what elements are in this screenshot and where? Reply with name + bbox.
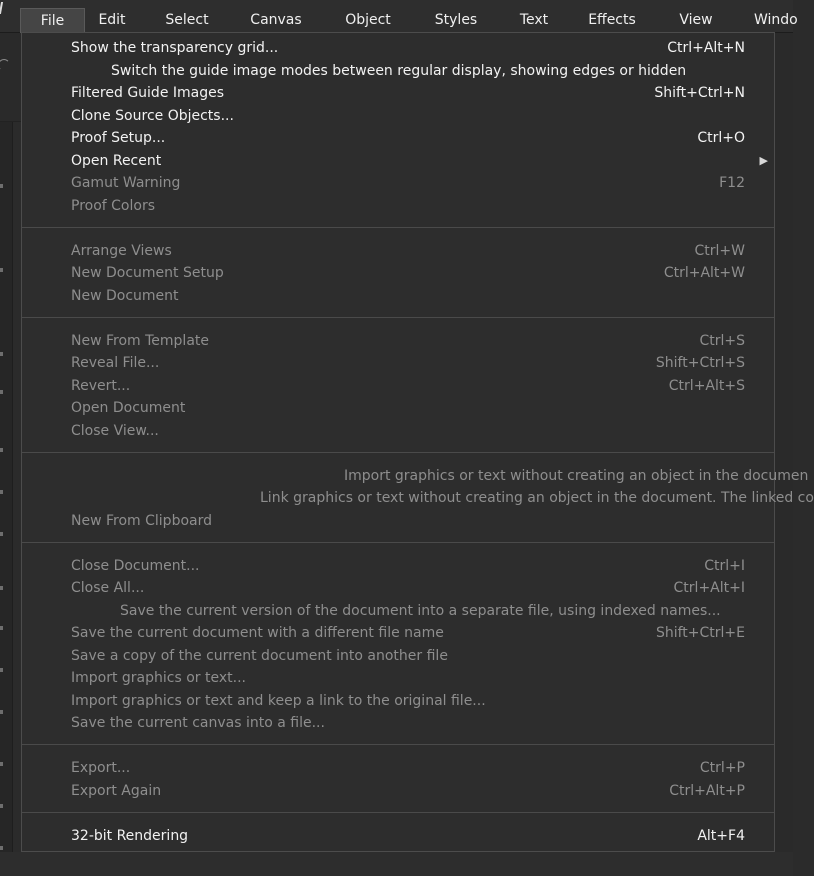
file-menu-item[interactable] (22, 690, 774, 712)
menu-item-label: Reveal File... (71, 355, 160, 371)
menu-item-label: Link graphics or text without creating an object in the document. The linked co (260, 490, 814, 506)
tool-marker (0, 762, 3, 766)
menu-item-shortcut: Ctrl+Alt+P (669, 783, 745, 799)
file-menu-item[interactable] (22, 195, 774, 217)
tool-marker (0, 586, 3, 590)
menu-item-shortcut: Ctrl+Alt+N (667, 40, 745, 56)
menu-item-shortcut: Shift+Ctrl+N (654, 85, 745, 101)
menu-item-label: Close View... (71, 423, 159, 439)
curve-tool-icon (0, 59, 10, 71)
menu-item-shortcut: Ctrl+Alt+S (668, 378, 745, 394)
menu-item-shortcut: F12 (719, 175, 745, 191)
tool-marker (0, 846, 3, 850)
menu-separator (22, 542, 774, 543)
menu-item-shortcut: Ctrl+O (697, 130, 745, 146)
file-menu-item[interactable] (22, 757, 774, 779)
menu-object[interactable]: Object (345, 12, 391, 28)
menu-item-label: New From Clipboard (71, 513, 212, 529)
menu-separator (22, 227, 774, 228)
file-menu-item[interactable] (22, 150, 774, 172)
menu-item-label: New Document (71, 288, 179, 304)
menubar-edge-mark (0, 2, 3, 14)
file-menu-item[interactable] (22, 780, 774, 802)
tool-marker (0, 710, 3, 714)
file-menu-item[interactable] (22, 487, 814, 509)
menu-item-label: Switch the guide image modes between regular display, showing edges or hidden (111, 63, 687, 79)
menu-item-label: Export Again (71, 783, 162, 799)
menu-item-label: Gamut Warning (71, 175, 181, 191)
left-toolbox-strip (0, 122, 13, 876)
menu-item-label: 32-bit Rendering (71, 828, 189, 844)
menu-item-label: New From Template (71, 333, 210, 349)
menu-styles[interactable]: Styles (434, 12, 478, 28)
menu-item-label: Save a copy of the current document into another file (71, 648, 448, 664)
menu-item-label: Proof Setup... (71, 130, 166, 146)
menu-view[interactable]: View (679, 12, 713, 28)
file-menu-item[interactable] (22, 105, 774, 127)
file-menu-dropdown (21, 32, 814, 852)
file-menu-item[interactable] (22, 825, 774, 847)
menu-item-shortcut: Ctrl+S (699, 333, 745, 349)
menu-item-label: Import graphics or text... (71, 670, 246, 686)
menu-item-label: Filtered Guide Images (71, 85, 225, 101)
menu-select[interactable]: Select (165, 12, 209, 28)
menu-item-label: Import graphics or text and keep a link to the original file... (71, 693, 486, 709)
menu-separator (22, 452, 774, 453)
menu-item-label: Close Document... (71, 558, 200, 574)
menu-item-shortcut: Shift+Ctrl+E (655, 625, 745, 641)
menu-item-shortcut: Shift+Ctrl+S (655, 355, 745, 371)
menu-separator (22, 317, 774, 318)
menu-text[interactable]: Text (519, 12, 549, 28)
file-menu-item[interactable] (22, 127, 774, 149)
right-panel-background (775, 33, 793, 853)
menu-effects[interactable]: Effects (588, 12, 636, 28)
menu-item-label: Revert... (71, 378, 131, 394)
file-menu-item[interactable] (22, 172, 774, 194)
file-menu-item[interactable] (22, 375, 774, 397)
menu-file[interactable]: File (20, 8, 85, 33)
status-bar-background (0, 852, 793, 876)
menu-window[interactable]: Windo (754, 12, 798, 28)
file-menu-item[interactable] (22, 37, 774, 59)
menubar (0, 0, 798, 33)
tool-marker (0, 184, 3, 188)
file-menu-item[interactable] (22, 352, 774, 374)
file-menu-item[interactable] (22, 600, 774, 622)
file-menu-item[interactable] (22, 555, 774, 577)
menu-item-label: Close All... (71, 580, 145, 596)
tool-marker (0, 532, 3, 536)
menu-item-label: Clone Source Objects... (71, 108, 234, 124)
tool-marker (0, 448, 3, 452)
file-menu-item[interactable] (22, 60, 774, 82)
file-menu-item[interactable] (22, 420, 774, 442)
menu-item-label: Open Recent (71, 153, 162, 169)
menu-item-label: Show the transparency grid... (71, 40, 279, 56)
file-menu-item[interactable] (22, 465, 809, 487)
file-menu-item[interactable] (22, 285, 774, 307)
tool-marker (0, 352, 3, 356)
tool-marker (0, 268, 3, 272)
tool-marker (0, 804, 3, 808)
tool-marker (0, 626, 3, 630)
triangle-right-icon: ▶ (759, 154, 768, 167)
tool-marker (0, 390, 3, 394)
menu-item-label: Import graphics or text without creating an object in the documen (344, 468, 809, 484)
menu-item-label: Save the current canvas into a file... (71, 715, 325, 731)
menu-item-shortcut: Ctrl+P (699, 760, 745, 776)
file-menu-item[interactable] (22, 645, 774, 667)
menu-item-label: Export... (71, 760, 131, 776)
tool-marker (0, 490, 3, 494)
file-menu-item[interactable] (22, 577, 774, 599)
file-menu-item[interactable] (22, 622, 774, 644)
menu-item-label: New Document Setup (71, 265, 224, 281)
menu-item-label: Save the current document with a different file name (71, 625, 444, 641)
menu-item-label: Proof Colors (71, 198, 155, 214)
file-menu-item[interactable] (22, 667, 774, 689)
file-menu-item[interactable] (22, 82, 774, 104)
menu-separator (22, 744, 774, 745)
menu-item-label: Save the current version of the document into a separate file, using indexed names... (120, 603, 721, 619)
menu-item-label: Open Document (71, 400, 186, 416)
menu-canvas[interactable]: Canvas (250, 12, 302, 28)
file-menu-item[interactable] (22, 712, 774, 734)
menu-item-shortcut: Ctrl+Alt+W (663, 265, 745, 281)
file-menu-item[interactable] (22, 240, 774, 262)
menu-edit[interactable]: Edit (98, 12, 126, 28)
tool-marker (0, 668, 3, 672)
menu-item-label: Arrange Views (71, 243, 172, 259)
file-menu-item[interactable] (22, 262, 774, 284)
menu-item-shortcut: Ctrl+I (704, 558, 745, 574)
menu-item-shortcut: Alt+F4 (697, 828, 745, 844)
menu-item-shortcut: Ctrl+Alt+I (673, 580, 745, 596)
menu-item-shortcut: Ctrl+W (694, 243, 745, 259)
file-menu-item[interactable] (22, 330, 774, 352)
menu-separator (22, 812, 774, 813)
file-menu-item[interactable] (22, 397, 774, 419)
file-menu-item[interactable] (22, 510, 774, 532)
